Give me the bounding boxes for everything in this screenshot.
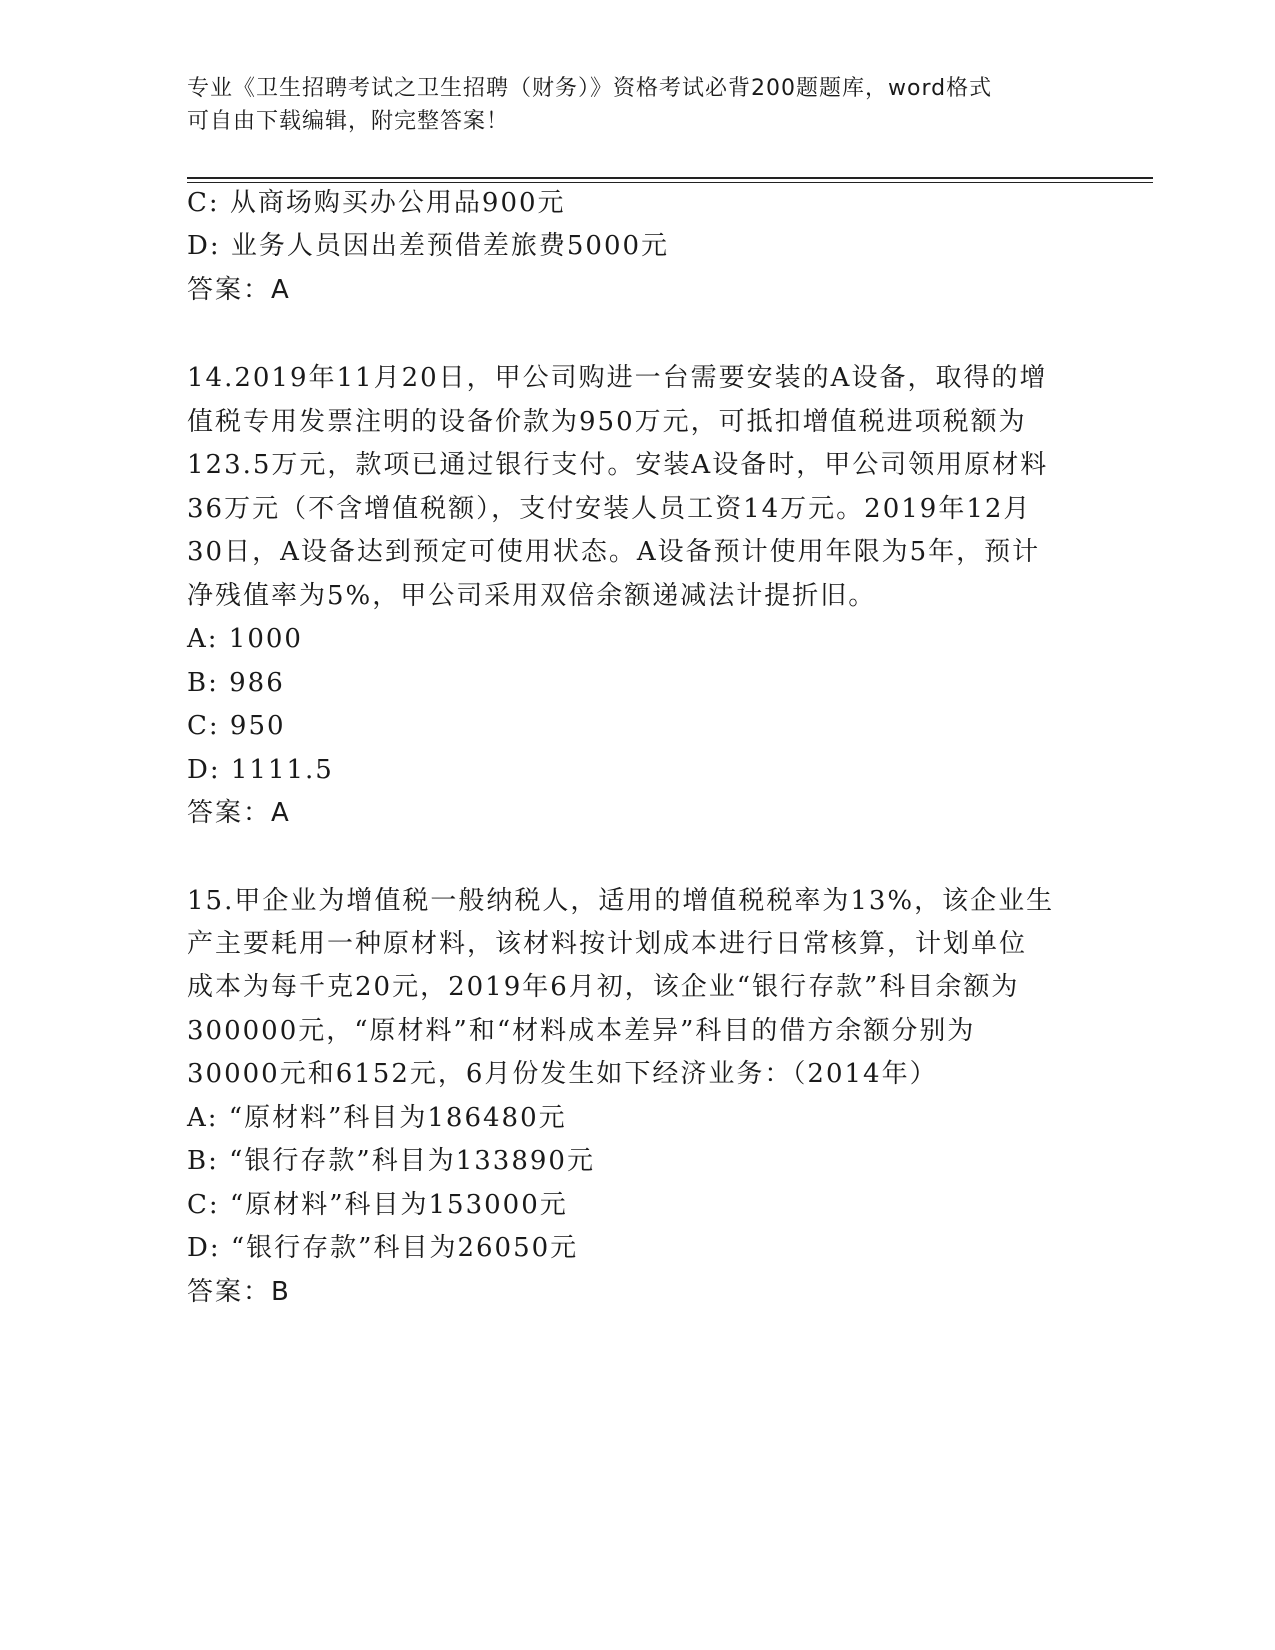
q14-stem-line: 30日，A设备达到预定可使用状态。A设备预计使用年限为5年，预计 xyxy=(187,537,1041,567)
q14-option-a: A: 1000 xyxy=(187,624,303,654)
q13-answer: 答案：A xyxy=(187,275,291,305)
q14-option-d: D: 1111.5 xyxy=(187,755,334,785)
header-title-line-1: 专业《卫生招聘考试之卫生招聘（财务）》资格考试必背200题题库，word格式 xyxy=(187,76,993,101)
q15-option-c: C: “原材料”科目为153000元 xyxy=(187,1190,568,1220)
q14-stem-line: 36万元（不含增值税额），支付安装人员工资14万元。2019年12月 xyxy=(187,494,1032,524)
document-header xyxy=(187,72,1067,138)
q14-option-b: B: 986 xyxy=(187,668,285,698)
q15-answer: 答案：B xyxy=(187,1277,291,1307)
q14-stem-line: 123.5万元，款项已通过银行支付。安装A设备时，甲公司领用原材料 xyxy=(187,450,1049,480)
q14-stem-line: 净残值率为5%，甲公司采用双倍余额递减法计提折旧。 xyxy=(187,581,877,611)
q14-stem-line: 值税专用发票注明的设备价款为950万元，可抵扣增值税进项税额为 xyxy=(187,407,1027,437)
q13-option-c: C: 从商场购买办公用品900元 xyxy=(187,188,566,218)
q15-option-d: D: “银行存款”科目为26050元 xyxy=(187,1233,579,1263)
q15-stem-line: 产主要耗用一种原材料，该材料按计划成本进行日常核算，计划单位 xyxy=(187,929,1028,959)
q15-option-b: B: “银行存款”科目为133890元 xyxy=(187,1146,595,1176)
header-divider-thin xyxy=(187,182,1153,183)
header-title-line-2: 可自由下载编辑，附完整答案！ xyxy=(187,109,510,134)
q15-stem-line: 300000元，“原材料”和“材料成本差异”科目的借方余额分别为 xyxy=(187,1016,976,1046)
q14-answer: 答案：A xyxy=(187,798,291,828)
header-divider-thick xyxy=(187,177,1153,179)
q15-stem-line: 成本为每千克20元，2019年6月初，该企业“银行存款”科目余额为 xyxy=(187,972,1020,1002)
q13-option-d: D: 业务人员因出差预借差旅费5000元 xyxy=(187,231,670,261)
q15-stem-line: 30000元和6152元，6月份发生如下经济业务：（2014年） xyxy=(187,1059,938,1089)
q14-stem-line: 14.2019年11月20日，甲公司购进一台需要安装的A设备，取得的增 xyxy=(187,363,1048,393)
q14-option-c: C: 950 xyxy=(187,711,286,741)
q15-stem-line: 15.甲企业为增值税一般纳税人，适用的增值税税率为13%，该企业生 xyxy=(187,886,1055,916)
q15-option-a: A: “原材料”科目为186480元 xyxy=(187,1103,567,1133)
